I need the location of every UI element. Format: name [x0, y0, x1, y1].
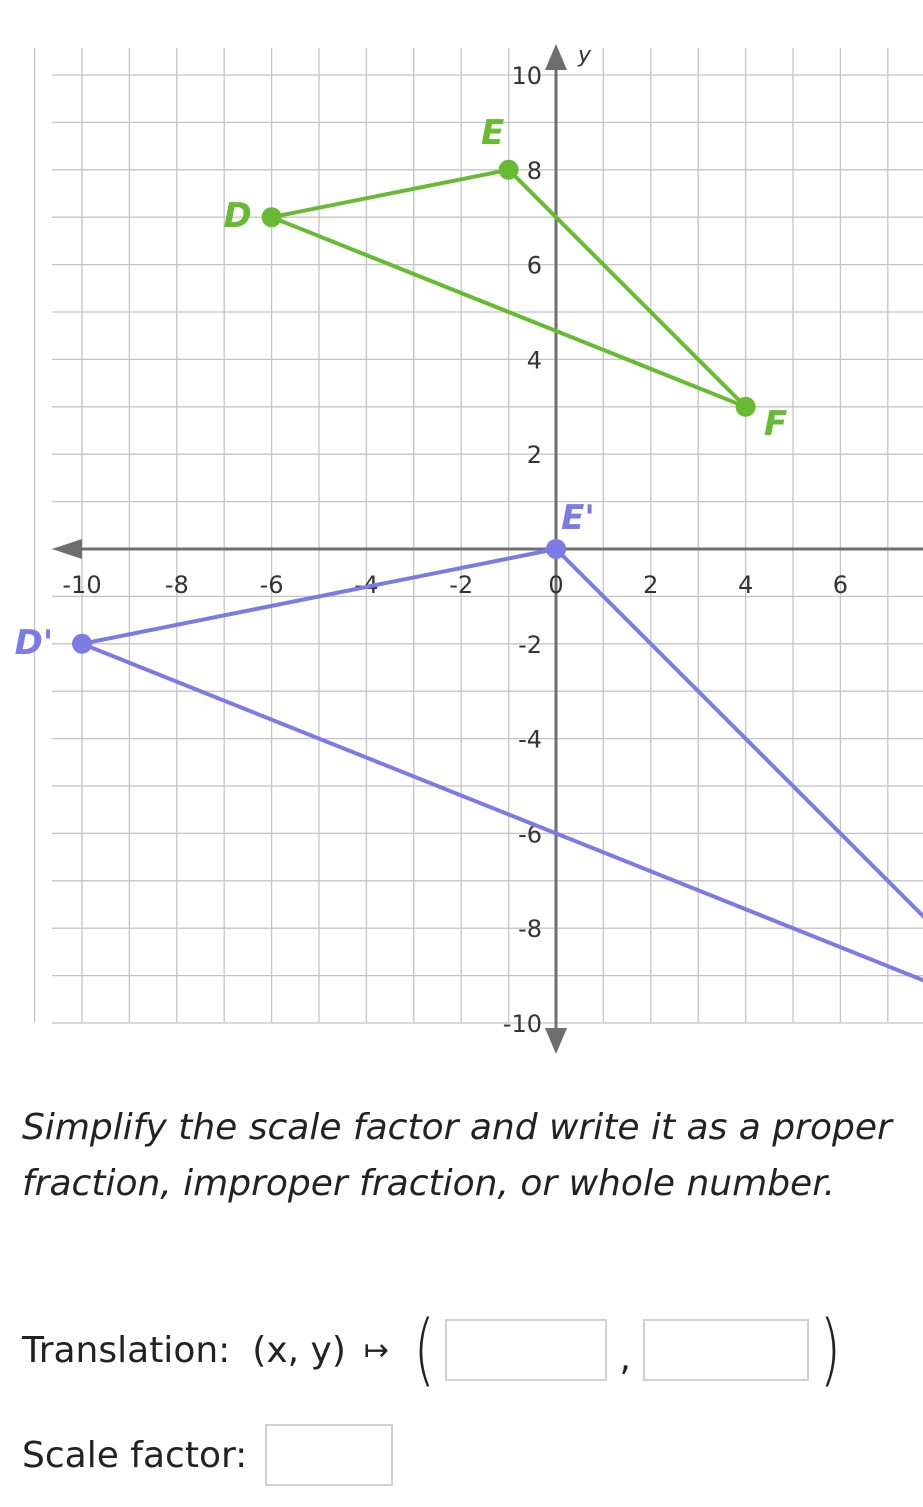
tick-labels: [62, 43, 848, 1038]
vertex-point-e-prime[interactable]: [546, 539, 566, 559]
vertex-point-e[interactable]: [499, 160, 519, 180]
x-tick-label: 0: [548, 571, 564, 599]
translation-label: Translation:: [22, 1329, 231, 1371]
y-tick-label: 4: [526, 346, 542, 375]
y-tick-label: -8: [518, 915, 542, 944]
open-paren: (: [413, 1305, 435, 1395]
y-axis-label: y: [578, 43, 592, 68]
vertex-point-f[interactable]: [736, 397, 756, 417]
y-tick-label: -10: [502, 1010, 542, 1038]
scale-factor-label: Scale factor:: [22, 1434, 248, 1476]
y-tick-label: 6: [526, 251, 542, 280]
x-tick-label: -8: [164, 571, 189, 599]
grid-lines: [35, 48, 923, 1023]
x-tick-label: -2: [449, 571, 474, 599]
x-tick-label: 6: [832, 571, 849, 599]
translation-expression: (x, y): [252, 1329, 346, 1371]
x-tick-label: 4: [737, 571, 754, 599]
x-tick-label: -6: [259, 571, 284, 599]
y-tick-label: 8: [526, 156, 542, 185]
vertex-label: E': [561, 498, 595, 538]
vertex-label: F: [763, 403, 788, 444]
y-axis-down-arrow-icon: [545, 1028, 567, 1054]
vertex-point-d[interactable]: [262, 207, 282, 227]
vertex-label: D: [223, 196, 252, 237]
y-tick-label: 10: [511, 62, 542, 90]
y-tick-label: -4: [518, 725, 542, 754]
x-tick-label: -4: [354, 571, 379, 599]
vertex-label: E: [480, 112, 505, 153]
x-tick-label: 2: [643, 571, 659, 599]
close-paren: ): [819, 1305, 841, 1395]
scale-factor-row: [22, 1420, 393, 1490]
x-axis-arrow-icon: [52, 539, 82, 559]
translation-row: [22, 1305, 845, 1395]
triangles: [15, 113, 923, 1023]
x-tick-label: -10: [62, 571, 102, 599]
question-text: Simplify the scale factor and write it as a proper fraction, improper fraction, or whole number.: [22, 1107, 892, 1204]
comma: ,: [619, 1337, 631, 1379]
y-tick-label: -2: [518, 630, 542, 659]
vertex-point-d-prime[interactable]: [72, 634, 92, 654]
mapsto-icon: ↦: [363, 1332, 390, 1368]
y-axis-up-arrow-icon: [545, 44, 567, 70]
y-tick-label: 2: [526, 441, 542, 470]
y-tick-label: -6: [518, 820, 542, 849]
translation-x-input[interactable]: [445, 1319, 607, 1381]
translation-y-input[interactable]: [643, 1319, 809, 1381]
vertex-label: D': [14, 622, 54, 663]
scale-factor-input[interactable]: [265, 1424, 393, 1486]
